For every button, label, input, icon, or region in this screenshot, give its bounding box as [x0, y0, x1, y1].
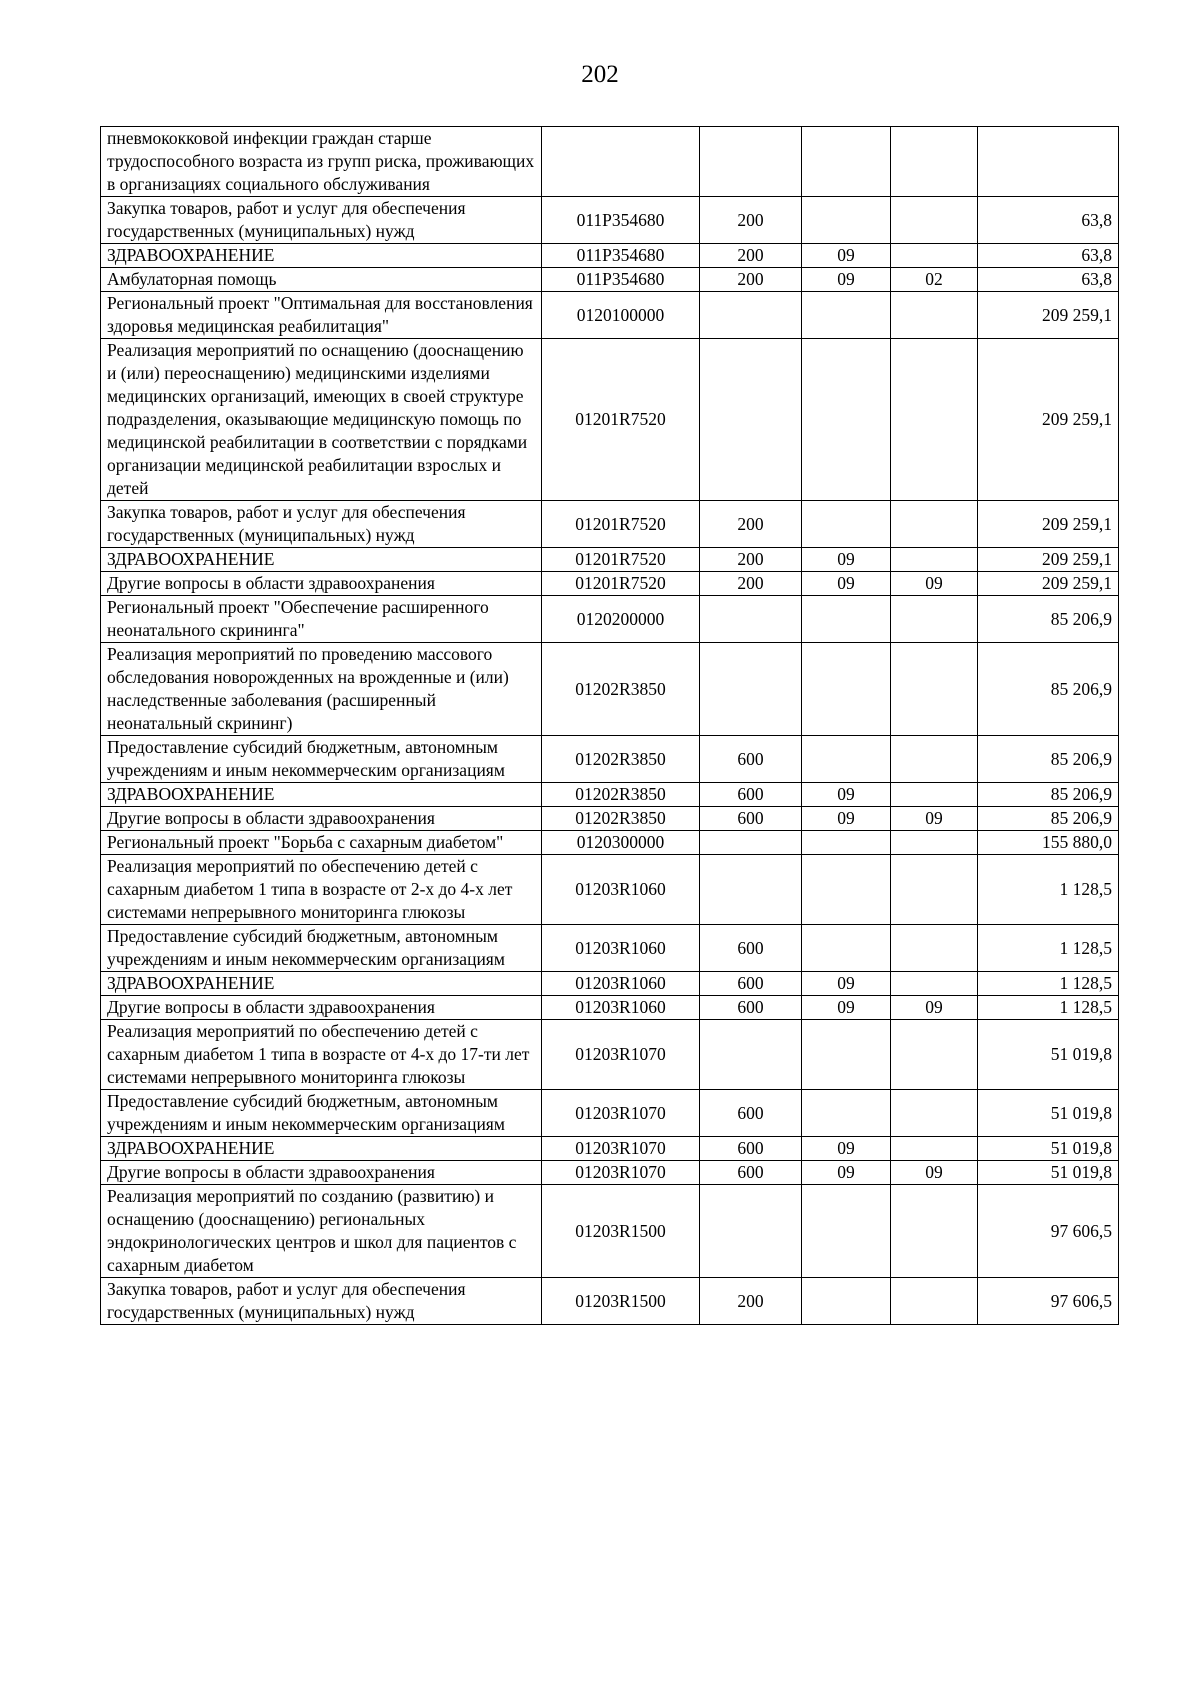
amount-cell: 51 019,8: [978, 1137, 1119, 1161]
target-code-cell: 0120100000: [542, 292, 700, 339]
row-name-cell: Региональный проект "Обеспечение расширенного неонатального скрининга": [101, 596, 542, 643]
subsection-cell: [891, 1137, 978, 1161]
table-row: [101, 1020, 1119, 1090]
amount-cell: 51 019,8: [978, 1020, 1119, 1090]
table-row: [101, 339, 1119, 501]
expense-type-cell: [700, 831, 802, 855]
amount-cell: 209 259,1: [978, 339, 1119, 501]
table-row: [101, 244, 1119, 268]
subsection-cell: 09: [891, 1161, 978, 1185]
subsection-cell: [891, 292, 978, 339]
target-code-cell: 01202R3850: [542, 643, 700, 736]
table-row: [101, 197, 1119, 244]
section-cell: 09: [802, 572, 891, 596]
amount-cell: 97 606,5: [978, 1278, 1119, 1325]
section-cell: [802, 831, 891, 855]
row-name-cell: Другие вопросы в области здравоохранения: [101, 807, 542, 831]
row-name-cell: ЗДРАВООХРАНЕНИЕ: [101, 972, 542, 996]
section-cell: [802, 1185, 891, 1278]
target-code-cell: 01203R1070: [542, 1161, 700, 1185]
amount-cell: 97 606,5: [978, 1185, 1119, 1278]
subsection-cell: [891, 736, 978, 783]
row-name-cell: Закупка товаров, работ и услуг для обеспечения государственных (муниципальных) нужд: [101, 197, 542, 244]
section-cell: [802, 855, 891, 925]
section-cell: [802, 1020, 891, 1090]
row-name-cell: Амбулаторная помощь: [101, 268, 542, 292]
expense-type-cell: 200: [700, 244, 802, 268]
expense-type-cell: 600: [700, 807, 802, 831]
subsection-cell: [891, 1278, 978, 1325]
section-cell: [802, 339, 891, 501]
subsection-cell: 09: [891, 572, 978, 596]
amount-cell: 209 259,1: [978, 572, 1119, 596]
subsection-cell: [891, 855, 978, 925]
expense-type-cell: [700, 339, 802, 501]
subsection-cell: [891, 596, 978, 643]
target-code-cell: 01203R1060: [542, 972, 700, 996]
row-name-cell: Предоставление субсидий бюджетным, автономным учреждениям и иным некоммерческим организациям: [101, 736, 542, 783]
table-row: [101, 1278, 1119, 1325]
table-row: [101, 807, 1119, 831]
target-code-cell: 01203R1500: [542, 1185, 700, 1278]
expense-type-cell: 600: [700, 1090, 802, 1137]
subsection-cell: [891, 1185, 978, 1278]
section-cell: 09: [802, 244, 891, 268]
row-name-cell: ЗДРАВООХРАНЕНИЕ: [101, 548, 542, 572]
target-code-cell: 01203R1070: [542, 1137, 700, 1161]
table-row: [101, 925, 1119, 972]
section-cell: [802, 501, 891, 548]
expense-type-cell: 200: [700, 268, 802, 292]
target-code-cell: 01203R1060: [542, 925, 700, 972]
row-name-cell: Региональный проект "Борьба с сахарным диабетом": [101, 831, 542, 855]
amount-cell: 85 206,9: [978, 783, 1119, 807]
row-name-cell: Реализация мероприятий по обеспечению детей с сахарным диабетом 1 типа в возрасте от 2-х до 4-х лет системами непрерывного мониторинга глюкозы: [101, 855, 542, 925]
table-row: [101, 127, 1119, 197]
table-row: [101, 1161, 1119, 1185]
expense-type-cell: 600: [700, 996, 802, 1020]
expense-type-cell: [700, 292, 802, 339]
expense-type-cell: 200: [700, 501, 802, 548]
row-name-cell: Реализация мероприятий по обеспечению детей с сахарным диабетом 1 типа в возрасте от 4-х до 17-ти лет системами непрерывного мониторинга глюкозы: [101, 1020, 542, 1090]
table-row: [101, 501, 1119, 548]
table-row: [101, 783, 1119, 807]
expense-type-cell: 600: [700, 783, 802, 807]
amount-cell: 63,8: [978, 197, 1119, 244]
section-cell: [802, 197, 891, 244]
target-code-cell: 011Р354680: [542, 244, 700, 268]
table-row: [101, 548, 1119, 572]
target-code-cell: 011Р354680: [542, 268, 700, 292]
table-row: [101, 1185, 1119, 1278]
section-cell: 09: [802, 1161, 891, 1185]
expense-type-cell: 600: [700, 736, 802, 783]
subsection-cell: [891, 783, 978, 807]
table-row: [101, 292, 1119, 339]
budget-table: [100, 126, 1119, 1325]
subsection-cell: [891, 244, 978, 268]
expense-type-cell: [700, 1020, 802, 1090]
row-name-cell: Предоставление субсидий бюджетным, автономным учреждениям и иным некоммерческим организациям: [101, 925, 542, 972]
amount-cell: 85 206,9: [978, 736, 1119, 783]
subsection-cell: 09: [891, 807, 978, 831]
expense-type-cell: 600: [700, 972, 802, 996]
budget-table-body: [101, 127, 1119, 1325]
target-code-cell: 011Р354680: [542, 197, 700, 244]
expense-type-cell: [700, 855, 802, 925]
section-cell: [802, 736, 891, 783]
amount-cell: 1 128,5: [978, 925, 1119, 972]
amount-cell: 51 019,8: [978, 1161, 1119, 1185]
amount-cell: 51 019,8: [978, 1090, 1119, 1137]
target-code-cell: 01201R7520: [542, 501, 700, 548]
subsection-cell: [891, 197, 978, 244]
target-code-cell: 01202R3850: [542, 736, 700, 783]
table-row: [101, 996, 1119, 1020]
target-code-cell: 01203R1070: [542, 1090, 700, 1137]
subsection-cell: [891, 831, 978, 855]
subsection-cell: 09: [891, 996, 978, 1020]
subsection-cell: [891, 925, 978, 972]
row-name-cell: ЗДРАВООХРАНЕНИЕ: [101, 783, 542, 807]
target-code-cell: 01203R1070: [542, 1020, 700, 1090]
expense-type-cell: [700, 643, 802, 736]
table-row: [101, 596, 1119, 643]
target-code-cell: 01201R7520: [542, 572, 700, 596]
expense-type-cell: 600: [700, 925, 802, 972]
table-row: [101, 1090, 1119, 1137]
section-cell: [802, 925, 891, 972]
expense-type-cell: 600: [700, 1161, 802, 1185]
section-cell: 09: [802, 1137, 891, 1161]
expense-type-cell: [700, 596, 802, 643]
table-row: [101, 643, 1119, 736]
amount-cell: 1 128,5: [978, 996, 1119, 1020]
subsection-cell: [891, 127, 978, 197]
section-cell: [802, 1090, 891, 1137]
expense-type-cell: [700, 127, 802, 197]
section-cell: [802, 127, 891, 197]
section-cell: 09: [802, 972, 891, 996]
amount-cell: 63,8: [978, 244, 1119, 268]
amount-cell: 85 206,9: [978, 596, 1119, 643]
amount-cell: 209 259,1: [978, 501, 1119, 548]
row-name-cell: Региональный проект "Оптимальная для восстановления здоровья медицинская реабилитация": [101, 292, 542, 339]
table-row: [101, 831, 1119, 855]
target-code-cell: 01202R3850: [542, 807, 700, 831]
row-name-cell: ЗДРАВООХРАНЕНИЕ: [101, 1137, 542, 1161]
table-row: [101, 572, 1119, 596]
amount-cell: 85 206,9: [978, 807, 1119, 831]
expense-type-cell: [700, 1185, 802, 1278]
expense-type-cell: 600: [700, 1137, 802, 1161]
section-cell: 09: [802, 996, 891, 1020]
subsection-cell: [891, 643, 978, 736]
row-name-cell: Другие вопросы в области здравоохранения: [101, 572, 542, 596]
row-name-cell: Предоставление субсидий бюджетным, автономным учреждениям и иным некоммерческим организациям: [101, 1090, 542, 1137]
expense-type-cell: 200: [700, 548, 802, 572]
row-name-cell: Закупка товаров, работ и услуг для обеспечения государственных (муниципальных) нужд: [101, 501, 542, 548]
target-code-cell: 01201R7520: [542, 339, 700, 501]
target-code-cell: 01202R3850: [542, 783, 700, 807]
expense-type-cell: 200: [700, 197, 802, 244]
table-row: [101, 736, 1119, 783]
section-cell: [802, 643, 891, 736]
amount-cell: [978, 127, 1119, 197]
subsection-cell: [891, 548, 978, 572]
section-cell: 09: [802, 807, 891, 831]
subsection-cell: [891, 339, 978, 501]
expense-type-cell: 200: [700, 572, 802, 596]
section-cell: [802, 1278, 891, 1325]
target-code-cell: [542, 127, 700, 197]
amount-cell: 85 206,9: [978, 643, 1119, 736]
target-code-cell: 01203R1060: [542, 996, 700, 1020]
subsection-cell: [891, 501, 978, 548]
row-name-cell: Реализация мероприятий по проведению массового обследования новорожденных на врожденные и (или) наследственные заболевания (расширенный неонатальный скрининг): [101, 643, 542, 736]
target-code-cell: 01201R7520: [542, 548, 700, 572]
amount-cell: 209 259,1: [978, 292, 1119, 339]
subsection-cell: 02: [891, 268, 978, 292]
subsection-cell: [891, 1090, 978, 1137]
row-name-cell: пневмококковой инфекции граждан старше трудоспособного возраста из групп риска, проживающих в организациях социального обслуживания: [101, 127, 542, 197]
row-name-cell: ЗДРАВООХРАНЕНИЕ: [101, 244, 542, 268]
page-number: 202: [581, 61, 619, 88]
table-row: [101, 855, 1119, 925]
target-code-cell: 0120200000: [542, 596, 700, 643]
section-cell: 09: [802, 268, 891, 292]
amount-cell: 1 128,5: [978, 855, 1119, 925]
target-code-cell: 0120300000: [542, 831, 700, 855]
row-name-cell: Другие вопросы в области здравоохранения: [101, 996, 542, 1020]
section-cell: 09: [802, 783, 891, 807]
section-cell: [802, 596, 891, 643]
amount-cell: 209 259,1: [978, 548, 1119, 572]
target-code-cell: 01203R1060: [542, 855, 700, 925]
section-cell: 09: [802, 548, 891, 572]
amount-cell: 1 128,5: [978, 972, 1119, 996]
table-row: [101, 972, 1119, 996]
table-row: [101, 1137, 1119, 1161]
row-name-cell: Другие вопросы в области здравоохранения: [101, 1161, 542, 1185]
expense-type-cell: 200: [700, 1278, 802, 1325]
target-code-cell: 01203R1500: [542, 1278, 700, 1325]
table-row: [101, 268, 1119, 292]
amount-cell: 155 880,0: [978, 831, 1119, 855]
row-name-cell: Реализация мероприятий по созданию (развитию) и оснащению (дооснащению) региональных эндокринологических центров и школ для пациентов с сахарным диабетом: [101, 1185, 542, 1278]
section-cell: [802, 292, 891, 339]
subsection-cell: [891, 1020, 978, 1090]
subsection-cell: [891, 972, 978, 996]
row-name-cell: Закупка товаров, работ и услуг для обеспечения государственных (муниципальных) нужд: [101, 1278, 542, 1325]
amount-cell: 63,8: [978, 268, 1119, 292]
row-name-cell: Реализация мероприятий по оснащению (дооснащению и (или) переоснащению) медицинскими изделиями медицинских организаций, имеющих в своей структуре подразделения, оказывающие медицинскую помощь по медицинской реабилитации в соответствии с порядками организации медицинской реабилитации взрослых и детей: [101, 339, 542, 501]
